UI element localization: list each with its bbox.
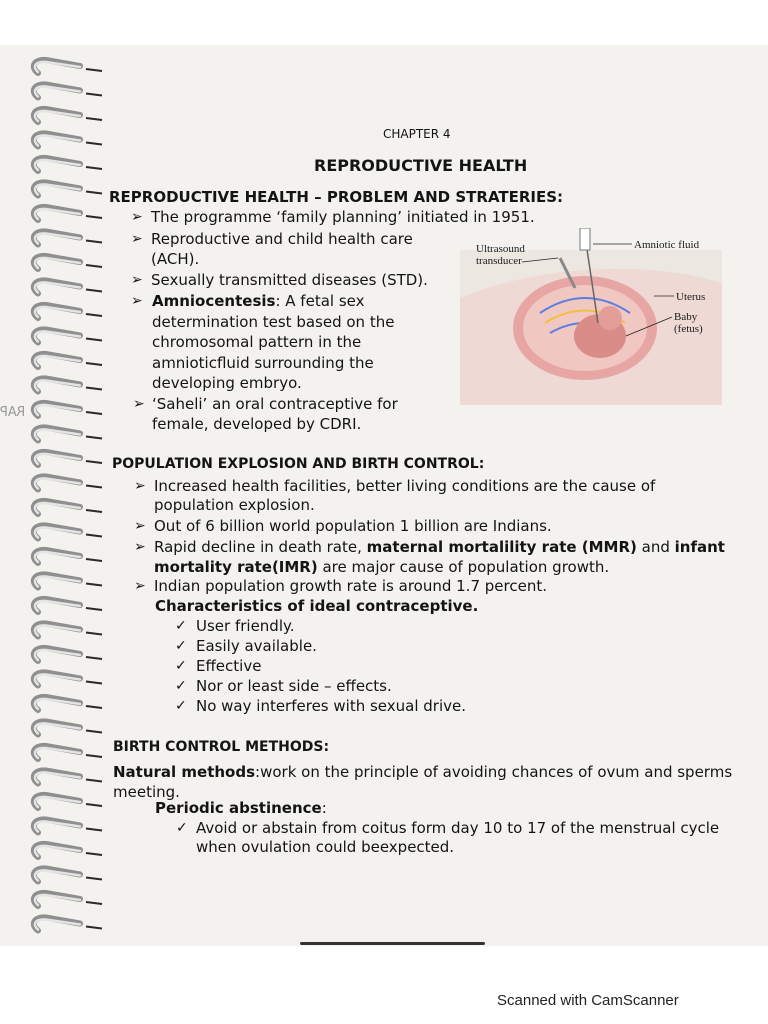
section-heading: BIRTH CONTROL METHODS:: [113, 739, 330, 755]
spiral-coil: [34, 893, 102, 906]
spiral-coil: [34, 476, 102, 489]
paragraph-line: meeting.: [113, 783, 180, 801]
spiral-coil: [34, 721, 102, 734]
section-heading: POPULATION EXPLOSION AND BIRTH CONTROL:: [112, 456, 485, 472]
label-ultrasound: Ultrasound: [476, 243, 525, 255]
label-baby: Baby: [674, 311, 698, 323]
spiral-coil: [34, 231, 102, 244]
spiral-coil: [34, 672, 102, 685]
spiral-coil: [34, 329, 102, 342]
check-item: Avoid or abstain from coitus form day 10 to 17 of the menstrual cycle: [196, 819, 720, 837]
spiral-coil: [34, 109, 102, 122]
check-icon: ✓: [175, 618, 187, 634]
list-item: [152, 291, 364, 311]
arrow-bullet-icon: ➢: [134, 518, 146, 534]
check-icon: ✓: [175, 678, 187, 694]
check-item: User friendly.: [196, 617, 295, 635]
spiral-coil: [34, 305, 102, 318]
page-bottom-edge: [300, 942, 485, 945]
scanner-watermark: Scanned with CamScanner: [497, 992, 679, 1009]
spiral-coil: [34, 158, 102, 171]
spiral-coil: [34, 378, 102, 391]
list-item: developing embryo.: [152, 374, 302, 392]
spiral-coil: [34, 427, 102, 440]
list-item: Sexually transmitted diseases (STD).: [151, 271, 428, 289]
check-item: Easily available.: [196, 637, 317, 655]
amniocentesis-figure: [440, 228, 730, 413]
spiral-coil: [34, 746, 102, 759]
list-item: Reproductive and child health care: [151, 230, 413, 248]
label-amniotic-fluid: Amniotic fluid: [634, 239, 700, 251]
chapter-label: CHAPTER 4: [383, 127, 451, 141]
text-run: :: [321, 799, 327, 817]
check-item: No way interferes with sexual drive.: [196, 697, 466, 715]
spiral-coil: [34, 403, 102, 416]
check-icon: ✓: [175, 658, 187, 674]
spiral-coil: [34, 60, 102, 73]
syringe: [580, 228, 590, 250]
paragraph-line: [113, 762, 732, 782]
list-item: [154, 557, 609, 577]
term-definition: : A fetal sex: [275, 292, 365, 310]
text-run: Rapid decline in death rate,: [154, 538, 367, 556]
arrow-bullet-icon: ➢: [134, 478, 146, 494]
list-item: Increased health facilities, better living conditions are the cause of: [154, 477, 656, 495]
spiral-coil: [34, 207, 102, 220]
label-transducer: transducer: [476, 255, 522, 267]
spiral-coil: [34, 623, 102, 636]
spiral-coil: [34, 133, 102, 146]
list-item: determination test based on the: [152, 313, 395, 331]
spiral-coil: [34, 182, 102, 195]
list-item: Indian population growth rate is around 1.7 percent.: [154, 577, 547, 595]
list-item: population explosion.: [154, 496, 315, 514]
page-title: REPRODUCTIVE HEALTH: [314, 156, 528, 175]
spiral-coil: [34, 354, 102, 367]
arrow-bullet-icon: ➢: [133, 396, 145, 412]
spiral-coil: [34, 280, 102, 293]
spiral-coil: [34, 599, 102, 612]
spiral-coil: [34, 697, 102, 710]
spiral-coil: [34, 795, 102, 808]
arrow-bullet-icon: ➢: [131, 293, 143, 309]
spiral-coil: [34, 550, 102, 563]
check-icon: ✓: [176, 820, 188, 836]
spiral-coil: [34, 868, 102, 881]
spiral-coil: [34, 452, 102, 465]
term-mmr: maternal mortalility rate (MMR): [366, 538, 637, 556]
list-item: female, developed by CDRI.: [152, 415, 362, 433]
term-periodic-abstinence: Periodic abstinence: [155, 799, 322, 817]
text-run: :work on the principle of avoiding chances of ovum and sperms: [255, 763, 733, 781]
spiral-coil: [34, 844, 102, 857]
arrow-bullet-icon: ➢: [134, 539, 146, 555]
list-item: Out of 6 billion world population 1 billion are Indians.: [154, 517, 552, 535]
spiral-coil: [34, 770, 102, 783]
term-natural-methods: Natural methods: [113, 763, 256, 781]
arrow-bullet-icon: ➢: [131, 272, 143, 288]
check-icon: ✓: [175, 638, 187, 654]
arrow-bullet-icon: ➢: [131, 209, 143, 225]
subheading: Characteristics of ideal contraceptive.: [155, 597, 479, 615]
spiral-coil: [34, 84, 102, 97]
spiral-coil: [34, 819, 102, 832]
section-heading: REPRODUCTIVE HEALTH – PROBLEM AND STRATERIES:: [109, 188, 564, 206]
arrow-bullet-icon: ➢: [134, 578, 146, 594]
list-item: (ACH).: [151, 250, 200, 268]
spiral-coil: [34, 501, 102, 514]
spiral-coil: [34, 525, 102, 538]
fetus-head: [598, 306, 622, 330]
label-uterus: Uterus: [676, 291, 706, 303]
check-icon: ✓: [175, 698, 187, 714]
spiral-coil: [34, 648, 102, 661]
subheading: [155, 798, 327, 818]
text-run: are major cause of population growth.: [317, 558, 610, 576]
check-item: Effective: [196, 657, 262, 675]
spiral-coil: [34, 574, 102, 587]
check-item: when ovulation could beexpected.: [196, 838, 455, 856]
margin-text: RAP: [0, 405, 26, 420]
list-item: [154, 537, 725, 557]
list-item: amnioticfluid surrounding the: [152, 354, 374, 372]
spiral-coil: [34, 917, 102, 930]
arrow-bullet-icon: ➢: [131, 231, 143, 247]
label-fetus: (fetus): [674, 323, 703, 335]
spiral-coil: [34, 256, 102, 269]
list-item: ‘Saheli’ an oral contraceptive for: [152, 395, 398, 413]
term-infant: infant: [674, 538, 725, 556]
term-imr: mortality rate(IMR): [154, 558, 318, 576]
text-run: and: [636, 538, 675, 556]
term-amniocentesis: Amniocentesis: [152, 292, 276, 310]
list-item: The programme ‘family planning’ initiated in 1951.: [151, 208, 535, 226]
list-item: chromosomal pattern in the: [152, 333, 362, 351]
spiral-binding: [0, 45, 110, 945]
check-item: Nor or least side – effects.: [196, 677, 392, 695]
